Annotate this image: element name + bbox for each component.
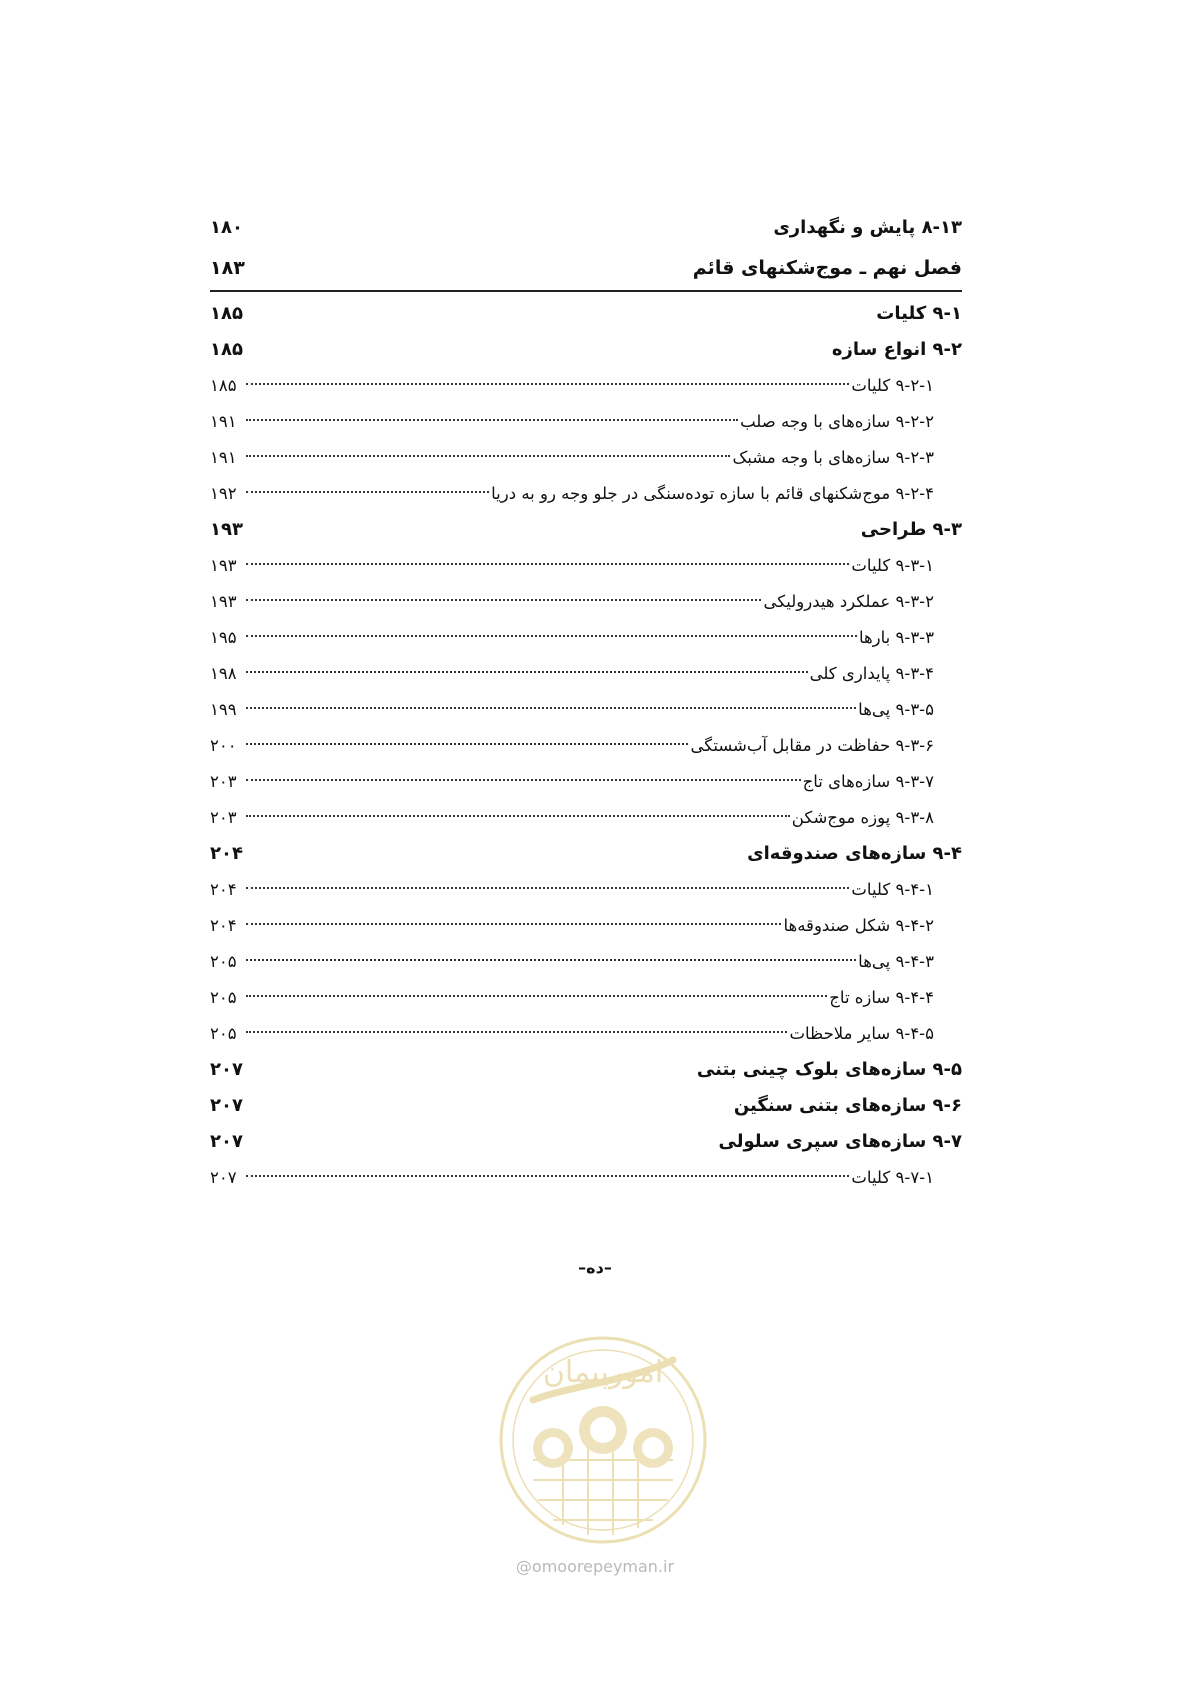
toc-entry-title: ۹-۳-۴ پایداری کلی bbox=[809, 664, 934, 683]
toc-row-sub bbox=[210, 872, 962, 908]
toc-entry-page: ۱۹۸ bbox=[210, 664, 237, 683]
toc-entry-title: ۹-۳-۷ سازه‌های تاج bbox=[802, 772, 934, 791]
toc-entry-page: ۱۹۱ bbox=[210, 412, 237, 431]
toc-entry-title: فصل نهم ـ موج‌شکنهای قائم bbox=[692, 257, 962, 279]
toc-row-sub bbox=[210, 1016, 962, 1052]
toc-entry-page: ۱۹۲ bbox=[210, 484, 237, 503]
dot-leader bbox=[246, 563, 849, 565]
toc-entry-page: ۱۸۵ bbox=[210, 376, 237, 395]
toc-row-sub bbox=[210, 548, 962, 584]
toc-entry-page: ۲۰۵ bbox=[210, 952, 237, 971]
toc-entry-title: ۹-۴-۵ سایر ملاحظات bbox=[789, 1024, 934, 1043]
toc-entry-page: ۱۸۳ bbox=[210, 257, 245, 279]
toc-entry-title: ۹-۴-۲ شکل صندوقه‌ها bbox=[783, 916, 934, 935]
toc-row-main bbox=[210, 1088, 962, 1124]
watermark-url: @omoorepeyman.ir bbox=[515, 1557, 675, 1576]
toc-entry-page: ۲۰۷ bbox=[210, 1095, 243, 1116]
dot-leader bbox=[246, 815, 790, 817]
toc-entry-title: ۹-۴ سازه‌های صندوقه‌ای bbox=[747, 843, 962, 864]
dot-leader bbox=[246, 419, 738, 421]
toc-row-main bbox=[210, 296, 962, 332]
toc-row-main bbox=[210, 512, 962, 548]
toc-entry-title: ۹-۴-۴ سازه تاج bbox=[829, 988, 934, 1007]
toc-row-sub bbox=[210, 692, 962, 728]
toc-row-main bbox=[210, 1124, 962, 1160]
dot-leader bbox=[246, 887, 849, 889]
toc-entry-title: ۹-۳-۱ کلیات bbox=[851, 556, 934, 575]
toc-row-sub bbox=[210, 728, 962, 764]
toc-row-main bbox=[210, 836, 962, 872]
toc-entry-title: ۹-۴-۳ پی‌ها bbox=[858, 952, 934, 971]
dot-leader bbox=[246, 1175, 849, 1177]
toc-entry-page: ۱۸۵ bbox=[210, 339, 243, 360]
toc-row-sub bbox=[210, 476, 962, 512]
toc-entry-title: ۹-۷ سازه‌های سپری سلولی bbox=[718, 1131, 962, 1152]
toc-entry-page: ۲۰۴ bbox=[210, 880, 237, 899]
watermark-logo-text: امورپیمان bbox=[542, 1355, 664, 1390]
toc-entry-page: ۱۹۱ bbox=[210, 448, 237, 467]
toc-entry-title: ۹-۴-۱ کلیات bbox=[851, 880, 934, 899]
dot-leader bbox=[246, 599, 761, 601]
dot-leader bbox=[246, 383, 849, 385]
dot-leader bbox=[246, 923, 781, 925]
toc-row-sub bbox=[210, 908, 962, 944]
toc-row-sub bbox=[210, 944, 962, 980]
toc-entry-title: ۹-۳-۵ پی‌ها bbox=[858, 700, 934, 719]
toc-entry-title: ۸-۱۳ پایش و نگهداری bbox=[773, 217, 962, 238]
toc-entry-title: ۹-۱ کلیات bbox=[876, 303, 962, 324]
dot-leader bbox=[246, 959, 856, 961]
dot-leader bbox=[246, 707, 856, 709]
page-number: –ده– bbox=[578, 1258, 612, 1277]
toc-entry-page: ۱۹۳ bbox=[210, 556, 237, 575]
toc-row-main bbox=[210, 332, 962, 368]
dot-leader bbox=[246, 455, 730, 457]
table-of-contents bbox=[210, 210, 962, 1196]
watermark-logo bbox=[493, 1330, 713, 1570]
dot-leader bbox=[246, 743, 688, 745]
toc-entry-title: ۹-۳-۶ حفاظت در مقابل آب‌شستگی bbox=[690, 736, 934, 755]
toc-entry-title: ۹-۲-۱ کلیات bbox=[851, 376, 934, 395]
dot-leader bbox=[246, 1031, 787, 1033]
dot-leader bbox=[246, 635, 857, 637]
toc-entry-page: ۲۰۵ bbox=[210, 1024, 237, 1043]
toc-entry-page: ۱۹۳ bbox=[210, 519, 243, 540]
toc-entry-page: ۲۰۷ bbox=[210, 1131, 243, 1152]
toc-row-sub bbox=[210, 620, 962, 656]
toc-entry-title: ۹-۲-۴ موج‌شکنهای قائم با سازه توده‌سنگی در جلو وجه رو به دریا bbox=[491, 484, 934, 503]
toc-entry-page: ۱۹۵ bbox=[210, 628, 237, 647]
toc-entry-title: ۹-۵ سازه‌های بلوک چینی بتنی bbox=[696, 1059, 962, 1080]
toc-entry-page: ۲۰۳ bbox=[210, 808, 237, 827]
toc-row-main bbox=[210, 210, 962, 246]
toc-row-sub bbox=[210, 584, 962, 620]
dot-leader bbox=[246, 491, 489, 493]
toc-row-sub bbox=[210, 800, 962, 836]
toc-entry-page: ۱۹۳ bbox=[210, 592, 237, 611]
toc-entry-page: ۱۹۹ bbox=[210, 700, 237, 719]
toc-entry-title: ۹-۳ طراحی bbox=[860, 519, 962, 540]
toc-entry-title: ۹-۳-۲ عملکرد هیدرولیکی bbox=[763, 592, 934, 611]
toc-row-sub bbox=[210, 980, 962, 1016]
toc-entry-title: ۹-۶ سازه‌های بتنی سنگین bbox=[733, 1095, 962, 1116]
toc-entry-page: ۲۰۰ bbox=[210, 736, 237, 755]
toc-entry-page: ۲۰۵ bbox=[210, 988, 237, 1007]
toc-row-sub bbox=[210, 656, 962, 692]
dot-leader bbox=[246, 671, 808, 673]
toc-row-sub bbox=[210, 764, 962, 800]
toc-row-chapter bbox=[210, 246, 962, 292]
toc-entry-title: ۹-۳-۳ بارها bbox=[858, 628, 934, 647]
toc-entry-page: ۲۰۳ bbox=[210, 772, 237, 791]
toc-row-sub bbox=[210, 404, 962, 440]
toc-row-sub bbox=[210, 440, 962, 476]
toc-row-sub bbox=[210, 368, 962, 404]
toc-entry-page: ۱۸۵ bbox=[210, 303, 243, 324]
dot-leader bbox=[246, 995, 827, 997]
toc-entry-title: ۹-۲-۳ سازه‌های با وجه مشبک bbox=[732, 448, 934, 467]
toc-row-main bbox=[210, 1052, 962, 1088]
dot-leader bbox=[246, 779, 801, 781]
toc-entry-page: ۲۰۴ bbox=[210, 843, 243, 864]
toc-row-sub bbox=[210, 1160, 962, 1196]
toc-entry-page: ۲۰۷ bbox=[210, 1168, 237, 1187]
toc-entry-page: ۲۰۷ bbox=[210, 1059, 243, 1080]
toc-entry-page: ۱۸۰ bbox=[210, 217, 243, 238]
toc-entry-title: ۹-۳-۸ پوزه موج‌شکن bbox=[791, 808, 934, 827]
toc-entry-title: ۹-۷-۱ کلیات bbox=[851, 1168, 934, 1187]
toc-entry-title: ۹-۲-۲ سازه‌های با وجه صلب bbox=[740, 412, 934, 431]
toc-entry-page: ۲۰۴ bbox=[210, 916, 237, 935]
toc-entry-title: ۹-۲ انواع سازه bbox=[831, 339, 962, 360]
